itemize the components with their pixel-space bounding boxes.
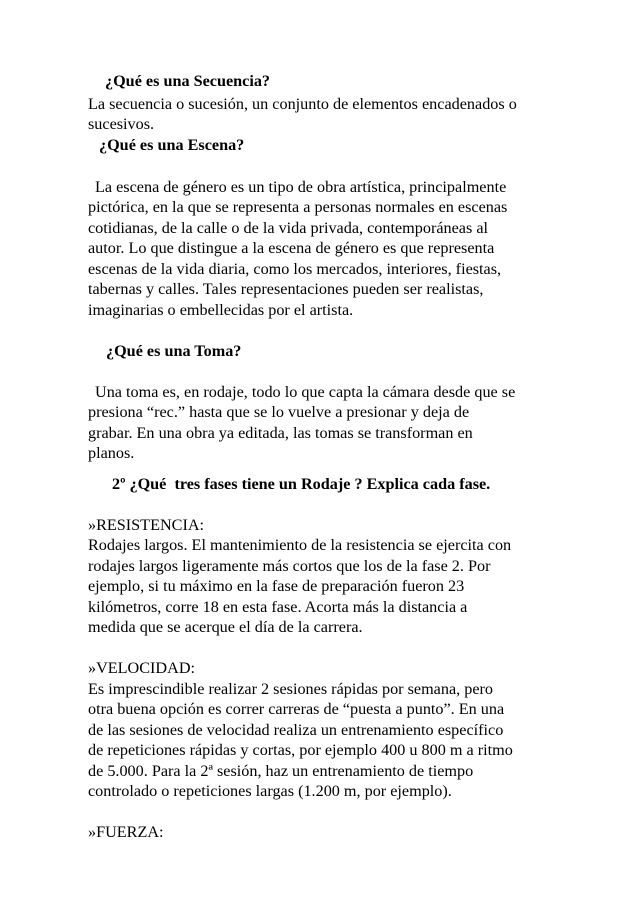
velocidad-line: de las sesiones de velocidad realiza un entrenamiento específico bbox=[88, 721, 504, 739]
velocidad-line: de 5.000. Para la 2ª sesión, haz un entrenamiento de tiempo bbox=[88, 762, 474, 780]
escena-line: pictórica, en la que se representa a personas normales en escenas bbox=[88, 198, 508, 216]
escena-line: tabernas y calles. Tales representaciones pueden ser realistas, bbox=[88, 280, 484, 298]
velocidad-line: otra buena opción es correr carreras de “puesta a punto”. En una bbox=[88, 700, 505, 718]
escena-line: La escena de género es un tipo de obra artística, principalmente bbox=[95, 178, 507, 196]
heading-secuencia: ¿Qué es una Secuencia? bbox=[105, 72, 271, 90]
resistencia-line: medida que se acerque el día de la carrera. bbox=[88, 618, 363, 636]
heading-resistencia: »RESISTENCIA: bbox=[88, 516, 205, 534]
secuencia-line: sucesivos. bbox=[88, 115, 155, 133]
heading-velocidad: »VELOCIDAD: bbox=[88, 659, 196, 677]
velocidad-line: Es imprescindible realizar 2 sesiones rápidas por semana, pero bbox=[88, 680, 493, 698]
heading-fuerza: »FUERZA: bbox=[88, 823, 164, 841]
resistencia-line: kilómetros, corre 18 en esta fase. Acorta más la distancia a bbox=[88, 598, 468, 616]
heading-toma: ¿Qué es una Toma? bbox=[106, 342, 242, 360]
toma-line: Una toma es, en rodaje, todo lo que capta la cámara desde que se bbox=[95, 383, 516, 401]
secuencia-line: La secuencia o sucesión, un conjunto de elementos encadenados o bbox=[88, 95, 517, 113]
resistencia-line: Rodajes largos. El mantenimiento de la resistencia se ejercita con bbox=[88, 536, 512, 554]
velocidad-line: controlado o repeticiones largas (1.200 m, por ejemplo). bbox=[88, 782, 452, 800]
escena-line: imaginarias o embellecidas por el artista. bbox=[88, 301, 354, 319]
toma-line: presiona “rec.” hasta que se lo vuelve a presionar y deja de bbox=[88, 403, 470, 421]
toma-line: planos. bbox=[88, 444, 135, 462]
toma-line: grabar. En una obra ya editada, las tomas se transforman en bbox=[88, 424, 473, 442]
resistencia-line: ejemplo, si tu máximo en la fase de preparación fueron 23 bbox=[88, 577, 465, 595]
heading-question-2: 2º ¿Qué tres fases tiene un Rodaje ? Explica cada fase. bbox=[112, 475, 491, 493]
heading-escena: ¿Qué es una Escena? bbox=[99, 136, 245, 154]
escena-line: escenas de la vida diaria, como los mercados, interiores, fiestas, bbox=[88, 260, 502, 278]
escena-line: cotidianas, de la calle o de la vida privada, contemporáneas al bbox=[88, 219, 489, 237]
escena-line: autor. Lo que distingue a la escena de género es que representa bbox=[88, 239, 495, 257]
resistencia-line: rodajes largos ligeramente más cortos que los de la fase 2. Por bbox=[88, 557, 491, 575]
velocidad-line: de repeticiones rápidas y cortas, por ejemplo 400 u 800 m a ritmo bbox=[88, 741, 513, 759]
